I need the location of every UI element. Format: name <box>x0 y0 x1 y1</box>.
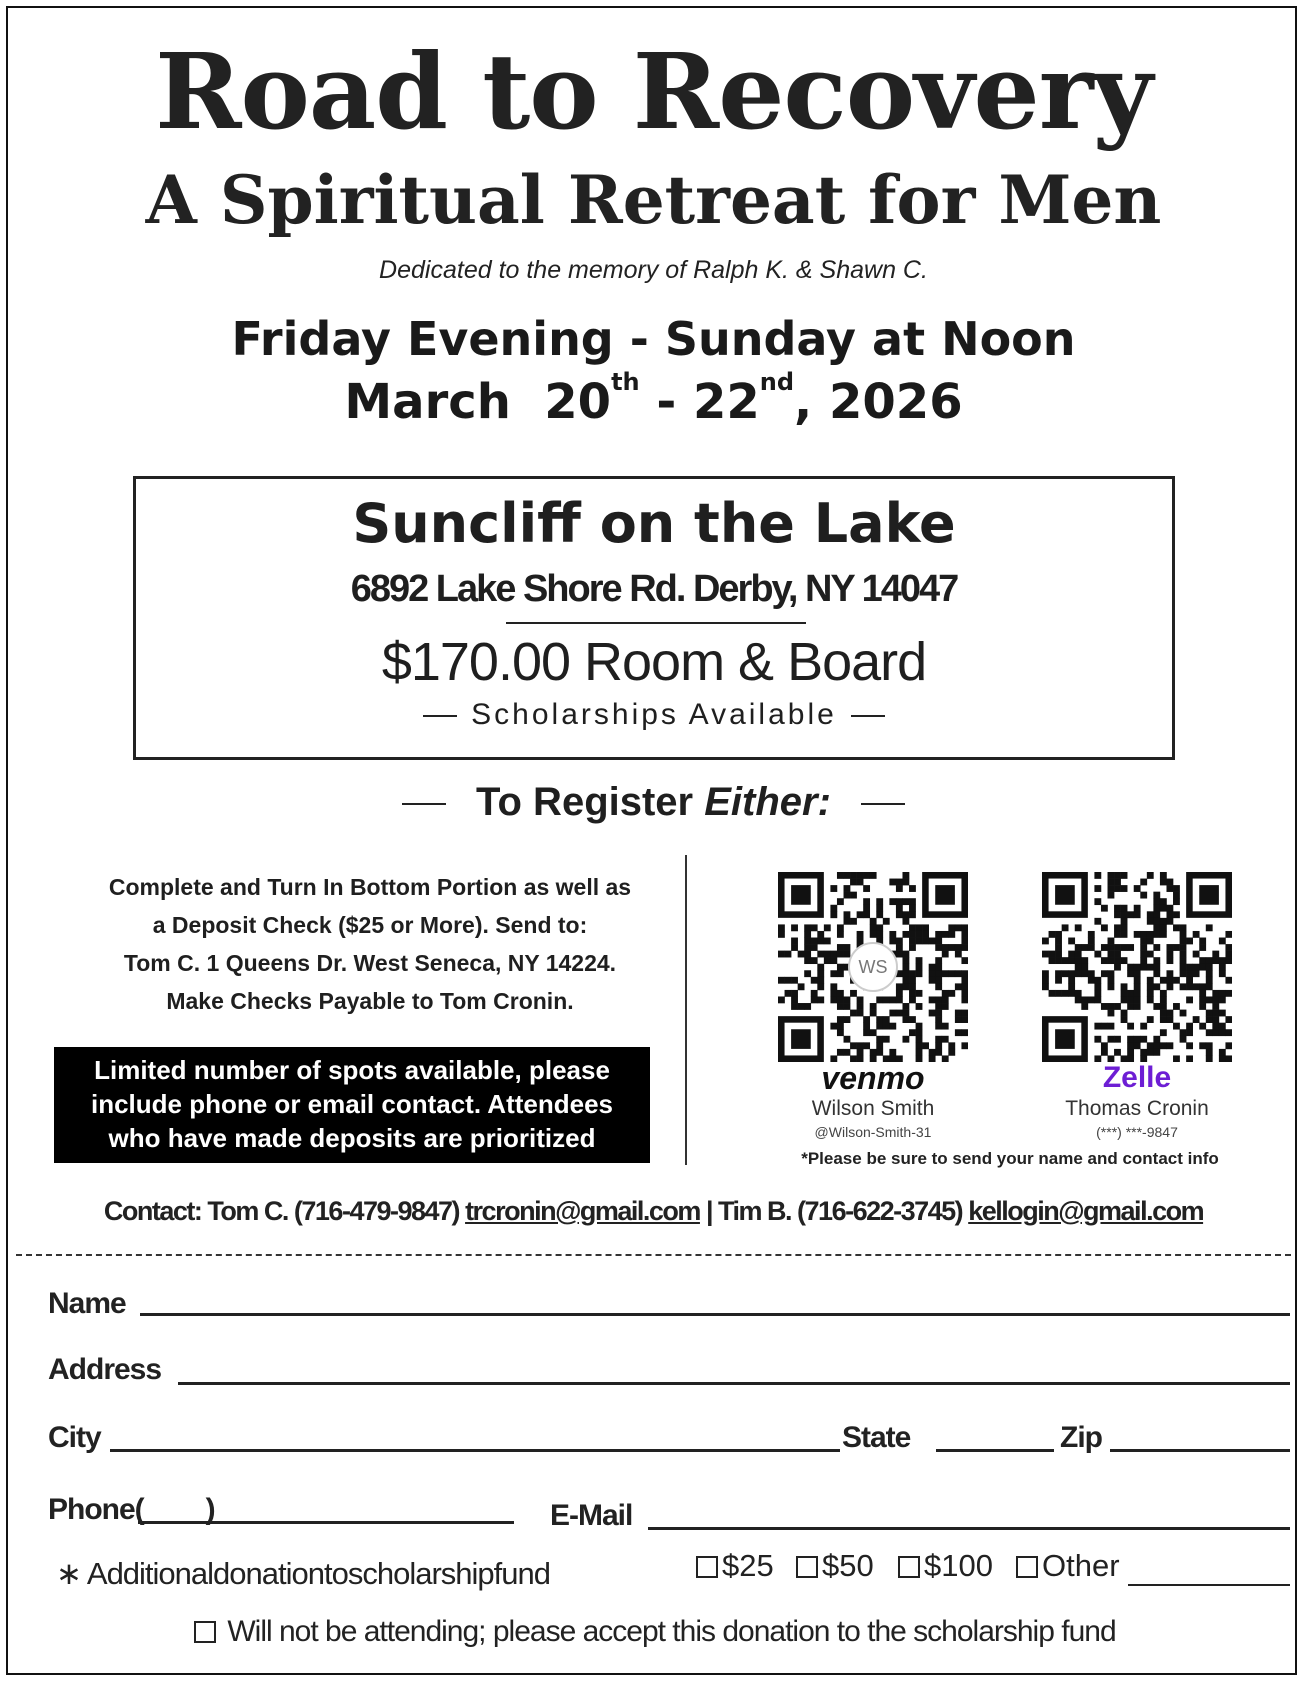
other-amount-field[interactable] <box>1128 1584 1290 1586</box>
city-field[interactable] <box>110 1449 840 1452</box>
event-dates: March 20th - 22nd, 2026 <box>344 368 963 430</box>
dates-start-suffix: th <box>611 368 640 396</box>
not-attending-option[interactable] <box>194 1612 1116 1652</box>
zip-field[interactable] <box>1110 1449 1290 1452</box>
contact-person-1: Tom C. (716-479-9847) <box>207 1196 460 1226</box>
state-label: State <box>842 1421 911 1454</box>
dedication-text: Dedicated to the memory of Ralph K. & Shawn C. <box>379 256 928 284</box>
asterisk-icon: ∗ <box>56 1556 81 1591</box>
qr-pattern <box>1042 872 1232 1062</box>
dates-end-day: 22 <box>692 374 760 430</box>
flyer-title: Road to Recovery <box>155 30 1152 153</box>
email-label: E-Mail <box>550 1499 633 1532</box>
flyer-subtitle: A Spiritual Retreat for Men <box>145 161 1162 239</box>
dates-start-day: 20 <box>544 374 612 430</box>
zelle-name: Thomas Cronin <box>1065 1097 1209 1120</box>
contact-label: Contact: <box>103 1196 202 1226</box>
not-attending-label: Will not be attending; please accept this donation to the scholarship fund <box>227 1615 1116 1648</box>
contact-person-2: Tim B. (716-622-3745) <box>718 1196 963 1226</box>
dash-right <box>861 803 905 805</box>
dates-year: , 2026 <box>794 374 963 430</box>
zip-label: Zip <box>1060 1421 1102 1454</box>
checkbox-icon[interactable] <box>796 1556 818 1578</box>
email-field[interactable] <box>648 1527 1290 1530</box>
checkbox-icon[interactable] <box>1016 1556 1038 1578</box>
schedule-text: Friday Evening - Sunday at Noon <box>231 312 1076 366</box>
address-label: Address <box>48 1353 162 1386</box>
limited-spots-notice <box>54 1047 650 1163</box>
state-field[interactable] <box>936 1449 1054 1452</box>
venue-divider <box>506 622 806 624</box>
zelle-phone: (***) ***-9847 <box>1096 1124 1178 1140</box>
contact-line <box>0 1193 1307 1229</box>
donation-option-25[interactable] <box>696 1546 774 1586</box>
checkbox-icon[interactable] <box>696 1556 718 1578</box>
name-field[interactable] <box>140 1313 1290 1316</box>
zelle-logo: Zelle <box>1102 1061 1172 1094</box>
dates-end-suffix: nd <box>759 368 795 396</box>
payment-note: *Please be sure to send your name and contact info <box>801 1149 1219 1168</box>
city-label: City <box>48 1421 101 1454</box>
contact-separator: | <box>705 1196 713 1226</box>
instruction-line: Tom C. 1 Queens Dr. West Seneca, NY 14224. <box>123 950 617 976</box>
instruction-line: Complete and Turn In Bottom Portion as well as <box>108 874 632 900</box>
notice-text <box>54 1053 650 1155</box>
notice-line: include phone or email contact. Attendees <box>90 1089 614 1119</box>
donation-option-100[interactable] <box>898 1546 993 1586</box>
venue-address: 6892 Lake Shore Rd. Derby, NY 14047 <box>350 568 958 610</box>
price-text: $170.00 Room & Board <box>381 632 927 692</box>
venmo-qr-code[interactable] <box>778 872 968 1062</box>
venmo-handle: @Wilson-Smith-31 <box>814 1124 932 1140</box>
phone-label-text: Phone <box>48 1493 135 1526</box>
option-label: $50 <box>822 1548 874 1583</box>
dash-left <box>402 803 446 805</box>
register-label: To Register <box>476 780 694 824</box>
notice-line: Limited number of spots available, please <box>94 1055 610 1085</box>
donation-option-50[interactable] <box>796 1546 874 1586</box>
option-label: $25 <box>722 1548 774 1583</box>
phone-field[interactable] <box>138 1521 514 1524</box>
donation-label-text: Additionaldonationtoscholarshipfund <box>86 1556 550 1591</box>
checkbox-icon[interactable] <box>194 1621 216 1643</box>
instruction-line: a Deposit Check ($25 or More). Send to: <box>152 912 588 938</box>
scholarships-label: Scholarships Available <box>471 698 837 731</box>
donation-label <box>56 1554 550 1594</box>
options-divider <box>685 855 687 1165</box>
address-field[interactable] <box>178 1382 1290 1385</box>
dash-left <box>423 715 457 717</box>
instruction-line: Make Checks Payable to Tom Cronin. <box>166 988 574 1014</box>
phone-paren-close: ) <box>205 1493 215 1526</box>
venmo-avatar-badge: WS <box>848 942 898 992</box>
venue-name: Suncliff on the Lake <box>352 492 956 555</box>
register-emphasis: Either: <box>704 780 831 824</box>
phone-paren-open: ( <box>134 1493 144 1526</box>
notice-line: who have made deposits are prioritized <box>108 1123 596 1153</box>
dates-month: March <box>344 374 511 430</box>
option-label: $100 <box>924 1548 993 1583</box>
register-heading <box>0 776 1307 828</box>
dash-right <box>851 715 885 717</box>
venmo-logo: venmo <box>821 1060 925 1096</box>
contact-email-1[interactable]: trcronin@gmail.com <box>465 1196 700 1226</box>
checkbox-icon[interactable] <box>898 1556 920 1578</box>
contact-email-2[interactable]: kellogin@gmail.com <box>968 1196 1204 1226</box>
cut-line <box>16 1254 1291 1256</box>
donation-option-other[interactable] <box>1016 1546 1120 1586</box>
venmo-name: Wilson Smith <box>811 1097 935 1120</box>
zelle-qr-code[interactable] <box>1042 872 1232 1062</box>
scholarships-text <box>136 695 1172 735</box>
name-label: Name <box>48 1287 126 1320</box>
venue-box <box>133 476 1175 760</box>
option-label: Other <box>1042 1548 1120 1583</box>
mail-instructions <box>50 868 690 1020</box>
